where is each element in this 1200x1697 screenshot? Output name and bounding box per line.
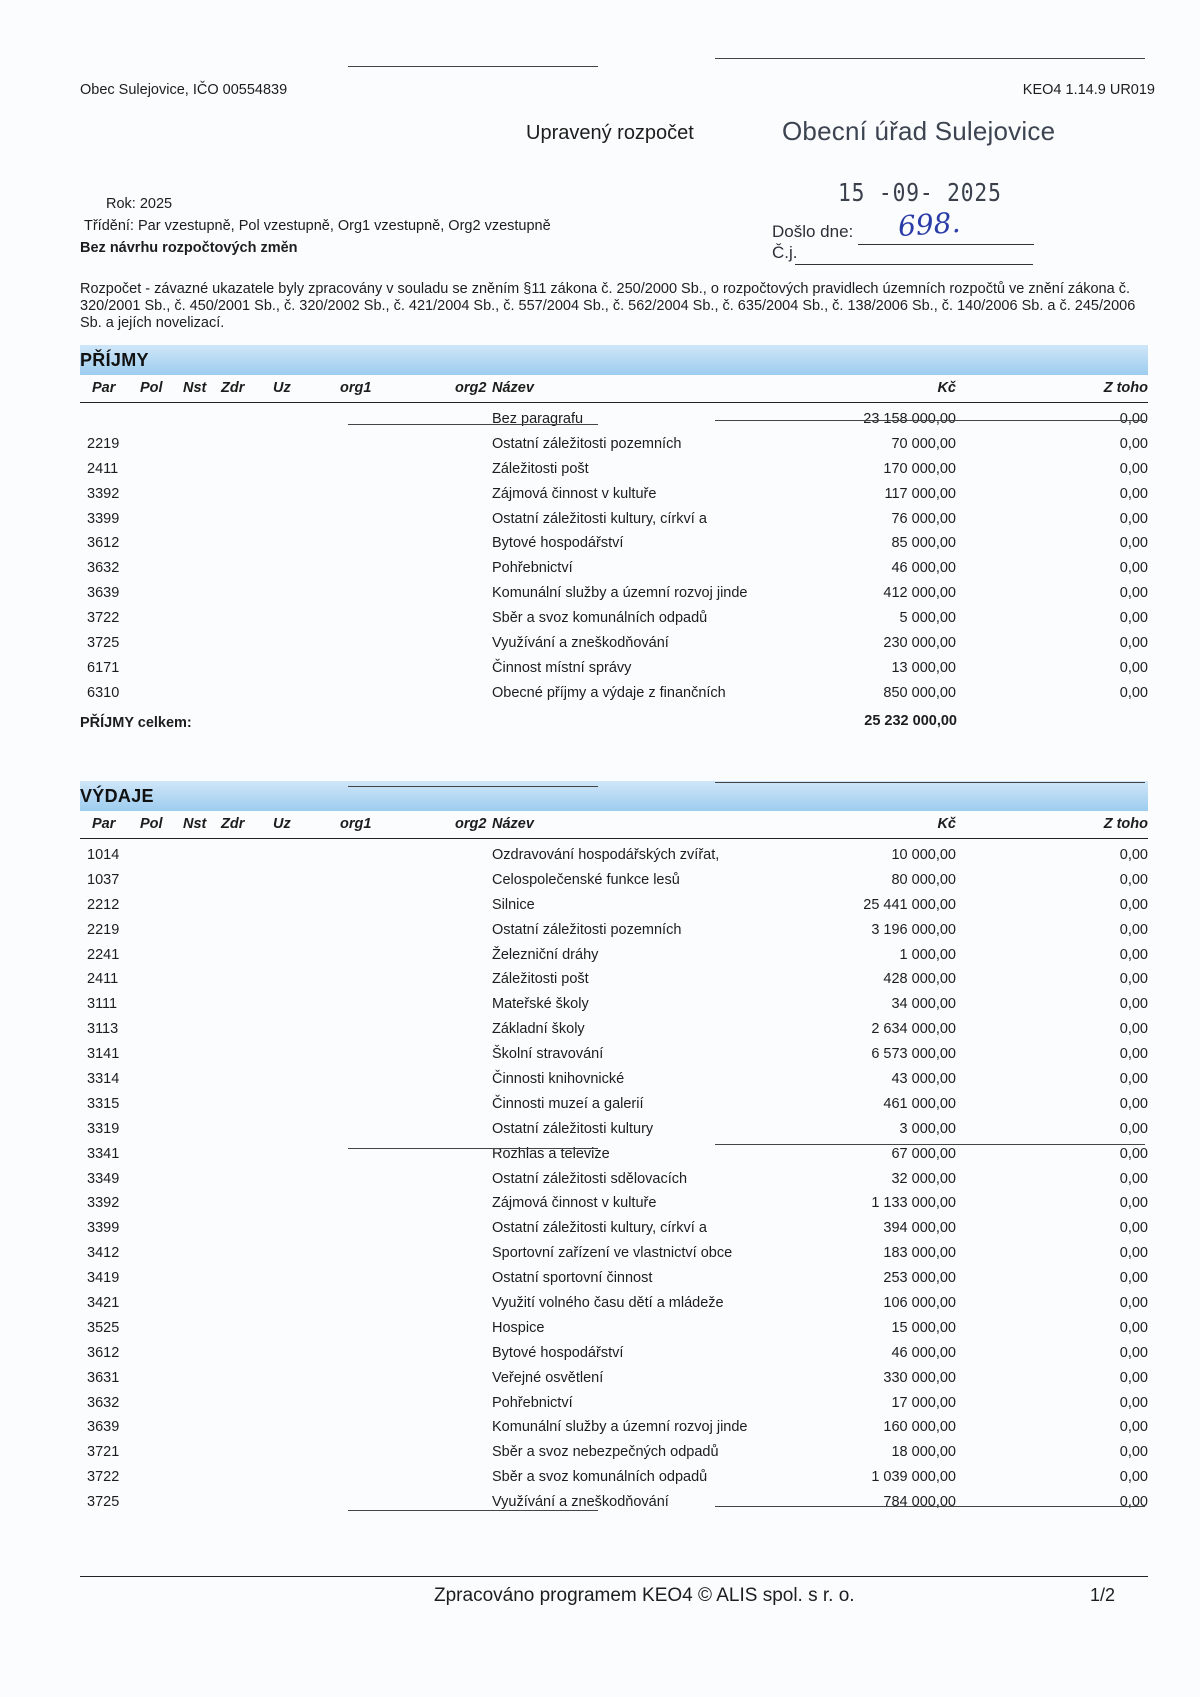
par-cell: 1014 — [87, 847, 120, 863]
scan-line — [715, 782, 1145, 783]
amount-cell: 330 000,00 — [883, 1369, 956, 1386]
amount-cell: 784 000,00 — [883, 1494, 956, 1511]
col-org2: org2 — [455, 380, 487, 396]
col-pol: Pol — [140, 380, 163, 396]
par-cell: 3113 — [87, 1021, 119, 1038]
expenses-section-title: VÝDAJE — [80, 786, 154, 806]
table-row — [80, 1316, 1148, 1341]
footer-program: Zpracováno programem KEO4 © ALIS spol. s r. o. — [434, 1585, 855, 1606]
name-cell: Ostatní záležitosti kultury, církví a — [492, 510, 707, 527]
name-cell: Mateřské školy — [492, 996, 589, 1013]
of-which-cell: 0,00 — [1119, 460, 1148, 477]
table-row — [80, 1191, 1148, 1216]
of-which-cell: 0,00 — [1119, 1120, 1148, 1137]
of-which-cell: 0,00 — [1119, 1071, 1148, 1088]
income-section-title: PŘÍJMY — [80, 350, 149, 370]
amount-cell: 230 000,00 — [883, 635, 956, 652]
version-label: KEO4 1.14.9 UR019 — [1022, 82, 1155, 98]
par-cell: 6310 — [87, 684, 120, 701]
amount-cell: 32 000,00 — [891, 1170, 956, 1187]
name-cell: Komunální služby a územní rozvoj jinde — [492, 585, 748, 602]
stamp-underline — [858, 244, 1034, 245]
table-row — [80, 482, 1148, 507]
stamp-date: 15 -09- 2025 — [838, 178, 1002, 207]
amount-cell: 428 000,00 — [883, 971, 956, 988]
amount-cell: 70 000,00 — [891, 435, 956, 452]
of-which-cell: 0,00 — [1119, 535, 1148, 552]
amount-cell: 3 000,00 — [899, 1120, 956, 1137]
name-cell: Ostatní sportovní činnost — [492, 1270, 653, 1287]
table-row — [80, 1117, 1148, 1142]
of-which-cell: 0,00 — [1119, 1295, 1148, 1312]
table-row — [80, 432, 1148, 457]
col-zdr: Zdr — [221, 380, 245, 396]
par-cell: 3141 — [87, 1046, 120, 1063]
col-uz: Uz — [273, 380, 291, 396]
par-cell: 3392 — [87, 485, 120, 502]
of-which-cell: 0,00 — [1119, 684, 1148, 701]
name-cell: Využití volného času dětí a mládeže — [492, 1295, 724, 1312]
document-title: Upravený rozpočet — [526, 122, 694, 144]
of-which-cell: 0,00 — [1119, 610, 1148, 627]
name-cell: Ostatní záležitosti pozemních — [492, 435, 682, 452]
amount-cell: 160 000,00 — [883, 1419, 956, 1436]
amount-cell: 10 000,00 — [891, 847, 956, 863]
of-which-cell: 0,00 — [1119, 847, 1148, 863]
par-cell: 3399 — [87, 1220, 120, 1237]
amount-cell: 18 000,00 — [891, 1444, 956, 1461]
par-cell: 3639 — [87, 585, 120, 602]
amount-cell: 46 000,00 — [891, 560, 956, 577]
footer-rule — [80, 1576, 1148, 1577]
par-cell: 3525 — [87, 1319, 120, 1336]
col-kc: Kč — [937, 380, 956, 396]
par-cell: 3412 — [87, 1245, 120, 1262]
of-which-cell: 0,00 — [1119, 1170, 1148, 1187]
amount-cell: 183 000,00 — [883, 1245, 956, 1262]
name-cell: Ostatní záležitosti kultury — [492, 1120, 654, 1137]
par-cell: 3314 — [87, 1071, 120, 1088]
table-row — [80, 531, 1148, 556]
of-which-cell: 0,00 — [1119, 585, 1148, 602]
col-par: Par — [92, 380, 116, 396]
par-cell: 3722 — [87, 610, 120, 627]
table-row — [80, 1415, 1148, 1440]
amount-cell: 2 634 000,00 — [871, 1021, 956, 1038]
no-changes-line: Bez návrhu rozpočtových změn — [80, 240, 298, 256]
of-which-cell: 0,00 — [1119, 921, 1148, 938]
table-row — [80, 992, 1148, 1017]
par-cell: 3612 — [87, 535, 120, 552]
name-cell: Využívání a zneškodňování — [492, 635, 669, 652]
of-which-cell: 0,00 — [1119, 1444, 1148, 1461]
col-nst: Nst — [183, 380, 207, 396]
amount-cell: 850 000,00 — [883, 684, 956, 701]
amount-cell: 1 000,00 — [899, 946, 956, 963]
of-which-cell: 0,00 — [1119, 1220, 1148, 1237]
amount-cell: 1 039 000,00 — [871, 1469, 956, 1486]
name-cell: Celospolečenské funkce lesů — [492, 871, 680, 888]
name-cell: Komunální služby a územní rozvoj jinde — [492, 1419, 748, 1436]
of-which-cell: 0,00 — [1119, 971, 1148, 988]
table-row — [80, 1067, 1148, 1092]
name-cell: Ostatní záležitosti kultury, církví a — [492, 1220, 707, 1237]
table-row — [80, 1142, 1148, 1167]
par-cell: 3639 — [87, 1419, 120, 1436]
par-cell: 2241 — [87, 946, 120, 963]
amount-cell: 76 000,00 — [891, 510, 956, 527]
par-cell: 6171 — [87, 659, 120, 676]
table-row — [80, 943, 1148, 968]
table-row — [80, 1391, 1148, 1416]
income-section-bar — [80, 345, 1148, 375]
table-row — [80, 1042, 1148, 1067]
name-cell: Zájmová činnost v kultuře — [492, 485, 657, 502]
amount-cell: 6 573 000,00 — [871, 1046, 956, 1063]
organization-label: Obec Sulejovice, IČO 00554839 — [80, 82, 288, 98]
par-cell: 3319 — [87, 1120, 120, 1137]
name-cell: Silnice — [492, 896, 535, 913]
scan-line — [715, 58, 1145, 59]
amount-cell: 23 158 000,00 — [863, 411, 956, 427]
amount-cell: 67 000,00 — [891, 1145, 956, 1162]
of-which-cell: 0,00 — [1119, 560, 1148, 577]
table-row — [80, 1266, 1148, 1291]
col-pol: Pol — [140, 816, 163, 832]
name-cell: Bytové hospodářství — [492, 535, 624, 552]
table-row — [80, 1167, 1148, 1192]
par-cell: 3721 — [87, 1444, 120, 1461]
of-which-cell: 0,00 — [1119, 1245, 1148, 1262]
par-cell: 3632 — [87, 560, 120, 577]
table-row — [80, 893, 1148, 918]
col-nazev: Název — [492, 380, 534, 396]
name-cell: Ozdravování hospodářských zvířat, — [492, 847, 720, 863]
table-row — [80, 457, 1148, 482]
amount-cell: 106 000,00 — [883, 1295, 956, 1312]
amount-cell: 80 000,00 — [891, 871, 956, 888]
amount-cell: 253 000,00 — [883, 1270, 956, 1287]
name-cell: Obecné příjmy a výdaje z finančních — [492, 684, 726, 701]
name-cell: Rozhlas a televize — [492, 1145, 610, 1162]
of-which-cell: 0,00 — [1119, 1195, 1148, 1212]
of-which-cell: 0,00 — [1119, 1344, 1148, 1361]
par-cell: 2212 — [87, 896, 120, 913]
par-cell: 2219 — [87, 921, 120, 938]
scan-line — [715, 420, 1145, 421]
col-org1: org1 — [340, 380, 372, 396]
amount-cell: 15 000,00 — [891, 1319, 956, 1336]
of-which-cell: 0,00 — [1119, 1021, 1148, 1038]
name-cell: Sběr a svoz nebezpečných odpadů — [492, 1444, 719, 1461]
income-column-header — [80, 376, 1148, 403]
amount-cell: 461 000,00 — [883, 1095, 956, 1112]
table-row — [80, 1366, 1148, 1391]
of-which-cell: 0,00 — [1119, 1369, 1148, 1386]
name-cell: Činnosti muzeí a galerií — [492, 1095, 644, 1112]
name-cell: Školní stravování — [492, 1046, 604, 1063]
page-number: 1/2 — [1090, 1585, 1116, 1605]
col-org2: org2 — [455, 816, 487, 832]
table-row — [80, 606, 1148, 631]
par-cell: 1037 — [87, 871, 120, 888]
table-row — [80, 656, 1148, 681]
expenses-column-header — [80, 812, 1148, 839]
of-which-cell: 0,00 — [1119, 1469, 1148, 1486]
stamp-received-label: Došlo dne: — [772, 222, 854, 241]
par-cell: 3725 — [87, 1494, 120, 1511]
of-which-cell: 0,00 — [1119, 485, 1148, 502]
scan-line — [348, 786, 598, 787]
of-which-cell: 0,00 — [1119, 1494, 1148, 1511]
name-cell: Záležitosti pošt — [492, 460, 589, 477]
of-which-cell: 0,00 — [1119, 1270, 1148, 1287]
amount-cell: 13 000,00 — [891, 659, 956, 676]
of-which-cell: 0,00 — [1119, 435, 1148, 452]
par-cell: 3421 — [87, 1295, 120, 1312]
par-cell: 3392 — [87, 1195, 120, 1212]
name-cell: Pohřebnictví — [492, 1394, 573, 1411]
income-total-label: PŘÍJMY celkem: — [80, 715, 192, 731]
income-total-value: 25 232 000,00 — [864, 713, 957, 729]
amount-cell: 117 000,00 — [884, 485, 956, 502]
income-table — [80, 407, 1148, 706]
table-row — [80, 507, 1148, 532]
of-which-cell: 0,00 — [1119, 1319, 1148, 1336]
of-which-cell: 0,00 — [1119, 1095, 1148, 1112]
col-zdr: Zdr — [221, 816, 245, 832]
name-cell: Bytové hospodářství — [492, 1344, 624, 1361]
table-row — [80, 1241, 1148, 1266]
table-row — [80, 681, 1148, 706]
name-cell: Železniční dráhy — [492, 946, 599, 963]
par-cell: 3725 — [87, 635, 120, 652]
name-cell: Bez paragrafu — [492, 411, 584, 427]
table-row — [80, 843, 1148, 868]
stamp-ref-label: Č.j. — [772, 243, 798, 262]
amount-cell: 394 000,00 — [883, 1220, 956, 1237]
legal-paragraph: Rozpočet - závazné ukazatele byly zpracovány v souladu se zněním §11 zákona č. 250/2000 Sb., o rozpočtových pravidlech územních rozpočtů ve znění zákona č. 320/2001 Sb., č. 450/2001 Sb., č. 320/2002 Sb., č. 421/2004 Sb., č. 557/2004 Sb., č. 562/2004 Sb., č. 635/2004 Sb., č. 138/2006 Sb., č. 140/2006 Sb. a č. 245/2006 Sb. a jejích novelizací. — [80, 281, 1136, 331]
scan-line — [348, 66, 598, 67]
table-row — [80, 581, 1148, 606]
amount-cell: 17 000,00 — [891, 1394, 956, 1411]
of-which-cell: 0,00 — [1119, 996, 1148, 1013]
amount-cell: 34 000,00 — [891, 996, 956, 1013]
of-which-cell: 0,00 — [1119, 1419, 1148, 1436]
par-cell: 3632 — [87, 1394, 120, 1411]
col-kc: Kč — [937, 816, 956, 832]
name-cell: Základní školy — [492, 1021, 585, 1038]
of-which-cell: 0,00 — [1119, 1394, 1148, 1411]
table-row — [80, 868, 1148, 893]
name-cell: Využívání a zneškodňování — [492, 1494, 669, 1511]
expenses-table — [80, 843, 1148, 1515]
scan-line — [348, 1148, 598, 1149]
par-cell: 3612 — [87, 1344, 120, 1361]
amount-cell: 3 196 000,00 — [871, 921, 956, 938]
col-uz: Uz — [273, 816, 291, 832]
name-cell: Hospice — [492, 1319, 545, 1336]
col-org1: org1 — [340, 816, 372, 832]
par-cell: 2411 — [87, 971, 119, 988]
of-which-cell: 0,00 — [1119, 510, 1148, 527]
col-nst: Nst — [183, 816, 207, 832]
of-which-cell: 0,00 — [1119, 1145, 1148, 1162]
table-row — [80, 1017, 1148, 1042]
amount-cell: 25 441 000,00 — [863, 896, 956, 913]
amount-cell: 1 133 000,00 — [871, 1195, 956, 1212]
of-which-cell: 0,00 — [1119, 659, 1148, 676]
amount-cell: 170 000,00 — [883, 460, 956, 477]
scan-line — [348, 424, 598, 425]
table-row — [80, 1216, 1148, 1241]
amount-cell: 43 000,00 — [891, 1071, 956, 1088]
amount-cell: 5 000,00 — [899, 610, 956, 627]
table-row — [80, 1490, 1148, 1515]
name-cell: Ostatní záležitosti pozemních — [492, 921, 682, 938]
stamp-underline — [795, 264, 1033, 265]
table-row — [80, 967, 1148, 992]
handwritten-number: 698. — [896, 205, 962, 244]
of-which-cell: 0,00 — [1119, 1046, 1148, 1063]
table-row — [80, 1092, 1148, 1117]
name-cell: Činnosti knihovnické — [492, 1071, 625, 1088]
par-cell: 3399 — [87, 510, 120, 527]
par-cell: 3631 — [87, 1369, 120, 1386]
table-row — [80, 1465, 1148, 1490]
scan-line — [348, 1510, 598, 1511]
name-cell: Sběr a svoz komunálních odpadů — [492, 1469, 708, 1486]
name-cell: Činnost místní správy — [492, 659, 632, 676]
of-which-cell: 0,00 — [1119, 411, 1148, 427]
table-row — [80, 556, 1148, 581]
col-ztoho: Z toho — [1103, 816, 1148, 832]
amount-cell: 412 000,00 — [883, 585, 956, 602]
table-row — [80, 631, 1148, 656]
name-cell: Zájmová činnost v kultuře — [492, 1195, 657, 1212]
of-which-cell: 0,00 — [1119, 946, 1148, 963]
name-cell: Pohřebnictví — [492, 560, 573, 577]
par-cell: 3419 — [87, 1270, 120, 1287]
scan-line — [715, 1144, 1145, 1145]
par-cell: 3722 — [87, 1469, 120, 1486]
col-ztoho: Z toho — [1103, 380, 1148, 396]
of-which-cell: 0,00 — [1119, 896, 1148, 913]
scan-line — [715, 1506, 1145, 1507]
col-nazev: Název — [492, 816, 534, 832]
name-cell: Sportovní zařízení ve vlastnictví obce — [492, 1245, 733, 1262]
name-cell: Záležitosti pošt — [492, 971, 589, 988]
amount-cell: 46 000,00 — [891, 1344, 956, 1361]
name-cell: Ostatní záležitosti sdělovacích — [492, 1170, 688, 1187]
par-cell: 3349 — [87, 1170, 120, 1187]
sorting-line: Třídění: Par vzestupně, Pol vzestupně, Org1 vzestupně, Org2 vzestupně — [84, 218, 551, 234]
table-row — [80, 1440, 1148, 1465]
of-which-cell: 0,00 — [1119, 871, 1148, 888]
stamp-office-name: Obecní úřad Sulejovice — [782, 116, 1056, 146]
table-row — [80, 918, 1148, 943]
par-cell: 2219 — [87, 435, 120, 452]
amount-cell: 85 000,00 — [891, 535, 956, 552]
par-cell: 2411 — [87, 460, 119, 477]
par-cell: 3315 — [87, 1095, 120, 1112]
name-cell: Sběr a svoz komunálních odpadů — [492, 610, 708, 627]
par-cell: 3341 — [87, 1145, 120, 1162]
table-row — [80, 1341, 1148, 1366]
expenses-section-bar — [80, 781, 1148, 811]
col-par: Par — [92, 816, 116, 832]
table-row — [80, 1291, 1148, 1316]
par-cell: 3111 — [87, 996, 118, 1013]
year-line: Rok: 2025 — [106, 196, 173, 212]
of-which-cell: 0,00 — [1119, 635, 1148, 652]
name-cell: Veřejné osvětlení — [492, 1369, 604, 1386]
